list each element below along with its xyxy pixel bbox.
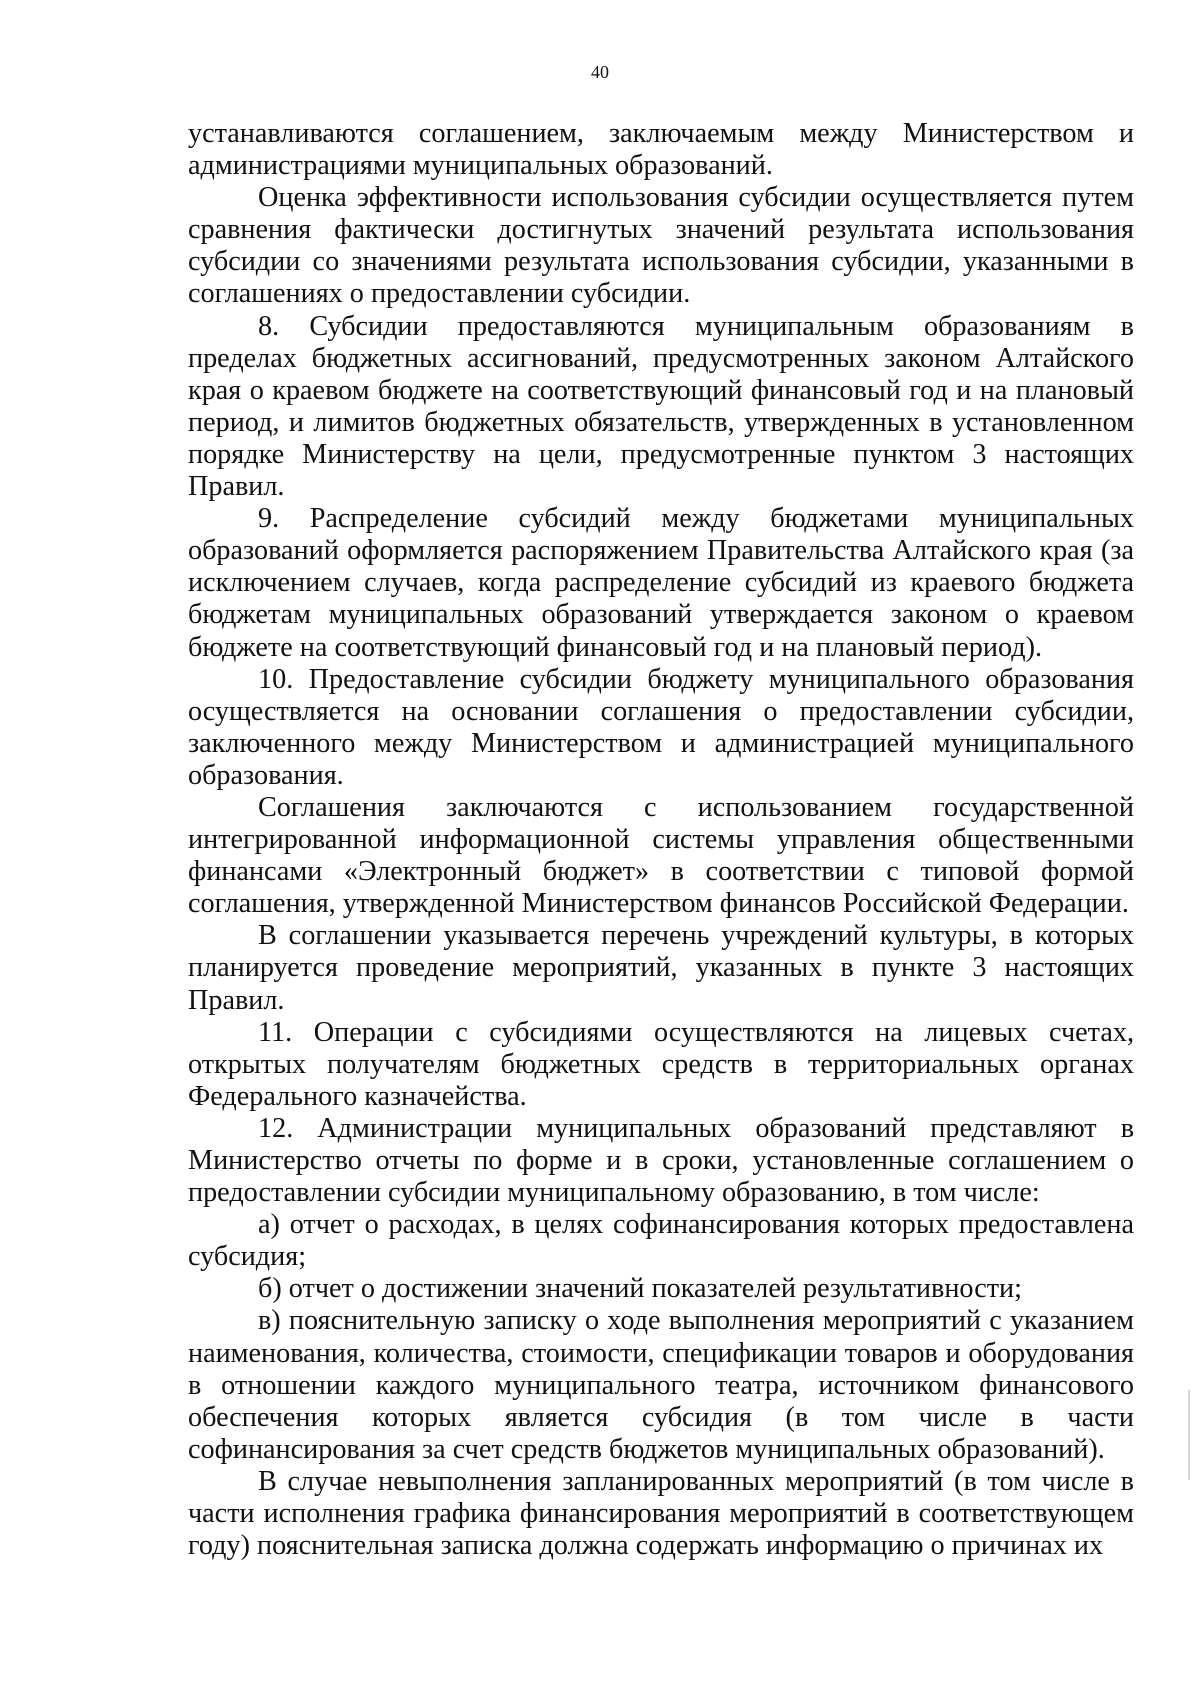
paragraph-item-8: 8. Субсидии предоставляются муниципальным образованиям в пределах бюджетных ассигнований, предусмотренных законом Алтайского края о краевом бюджете на соответствующий финансовый год и на плановый период, и лимитов бюджетных обязательств, утвержденных в установленном порядке Министерству на цели, предусмотренные пунктом 3 настоящих Правил. <box>188 310 1134 503</box>
paragraph-efficiency-evaluation: Оценка эффективности использования субсидии осуществляется путем сравнения фактически достигнутых значений результата использования субсидии со значениями результата использования субсидии, указанными в соглашениях о предоставлении субсидии. <box>188 182 1134 310</box>
page-number: 40 <box>591 62 609 82</box>
paragraph-continuation: устанавливаются соглашением, заключаемым между Министерством и администрациями муниципальных образований. <box>188 118 1134 182</box>
paragraph-item-11: 11. Операции с субсидиями осуществляются на лицевых счетах, открытых получателям бюджетных средств в территориальных органах Федерального казначейства. <box>188 1016 1134 1112</box>
paragraph-item-12: 12. Администрации муниципальных образований представляют в Министерство отчеты по форме и в сроки, установленные соглашением о предоставлении субсидии муниципальному образованию, в том числе: <box>188 1112 1134 1209</box>
paragraph-subitem-b: б) отчет о достижении значений показателей результативности; <box>258 1273 1022 1305</box>
paragraph-subitem-v: в) пояснительную записку о ходе выполнения мероприятий с указанием наименования, количества, стоимости, спецификации товаров и оборудования в отношении каждого муниципального театра, источником финансового обеспечения которых является субсидия (в том числе в части софинансирования за счет средств бюджетов муниципальных образований). <box>188 1305 1134 1465</box>
paragraph-subitem-a: а) отчет о расходах, в целях софинансирования которых предоставлена субсидия; <box>188 1209 1134 1273</box>
paragraph-item-9: 9. Распределение субсидий между бюджетами муниципальных образований оформляется распоряжением Правительства Алтайского края (за исключением случаев, когда распределение субсидий из краевого бюджета бюджетам муниципальных образований утверждается законом о краевом бюджете на соответствующий финансовый год и на плановый период). <box>188 503 1134 663</box>
paragraph-institutions-list: В соглашении указывается перечень учреждений культуры, в которых планируется проведение мероприятий, указанных в пункте 3 настоящих Правил. <box>188 920 1134 1016</box>
scan-edge-mark <box>1188 1390 1190 1480</box>
paragraph-non-fulfillment: В случае невыполнения запланированных мероприятий (в том числе в части исполнения графика финансирования мероприятий в соответствующем году) пояснительная записка должна содержать информацию о причинах их <box>188 1465 1134 1562</box>
document-body <box>188 118 1134 1562</box>
paragraph-agreements: Соглашения заключаются с использованием государственной интегрированной информационной системы управления общественными финансами «Электронный бюджет» в соответствии с типовой формой соглашения, утвержденной Министерством финансов Российской Федерации. <box>188 791 1134 920</box>
paragraph-item-10: 10. Предоставление субсидии бюджету муниципального образования осуществляется на основании соглашения о предоставлении субсидии, заключенного между Министерством и администрацией муниципального образования. <box>188 663 1134 791</box>
